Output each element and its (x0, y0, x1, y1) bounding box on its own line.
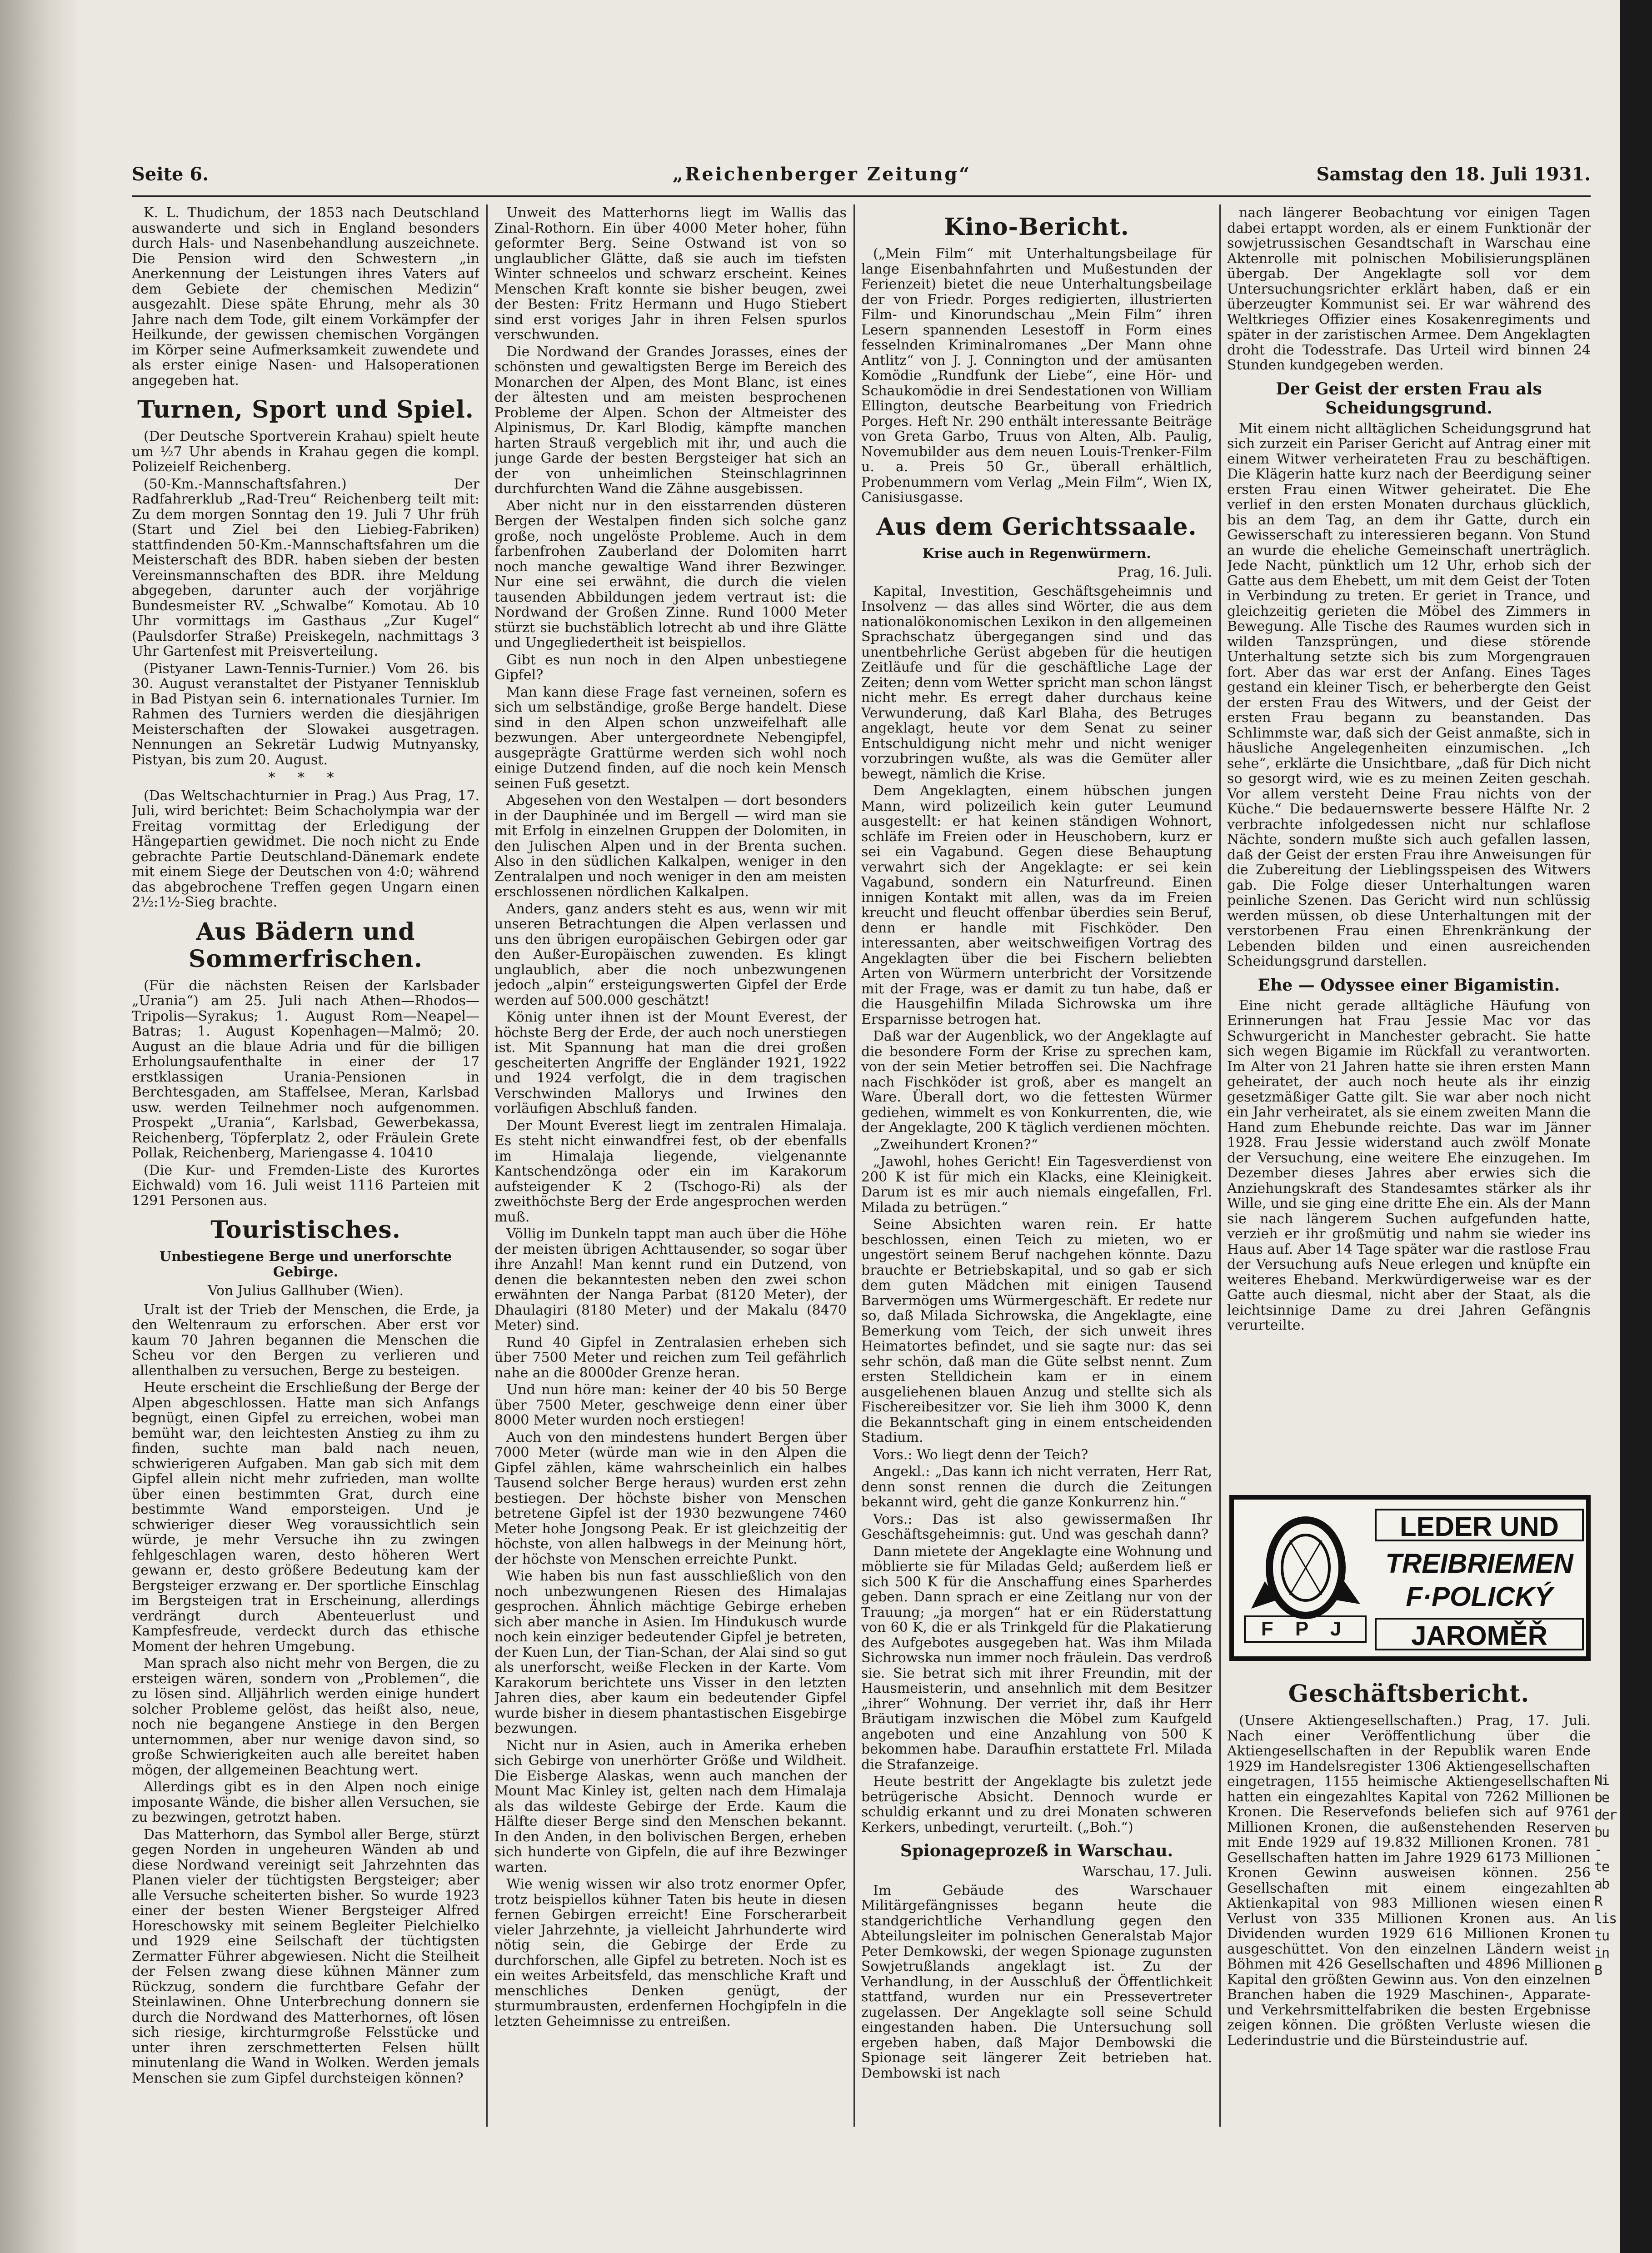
article-paragraph: Das Matterhorn, das Symbol aller Berge, stürzt gegen Norden in ungeheuren Wänden ab und diese Nordwand vereinigt seit Jahrzehnten das Planen vieler der tüchtigsten Bergsteiger; aber alle Versuche scheiterten bisher. So wurde 1923 einer der besten Wiener Bergsteiger Alfred Horeschowsky mit seinem Begleiter Pielchielko und 1929 eine Seilschaft der tüchtigsten Zermatter Führer abgewiesen. Nicht die Steilheit der Felsen zwang diese kühnen Männer zum Rückzug, sondern die furchtbare Gefahr der Steinlawinen. Ohne Unterbrechung donnern sie durch die Nordwand des Matterhornes, oft lösen sich riesige, kirchturmgroße Felsstücke und unter ihren zerschmetterten Felsen hüllt minutenlang die Wand in Wolken. Werden jemals Menschen sie zum Gipfel durchsteigen können? (132, 1826, 479, 2086)
column-1 (132, 205, 479, 2114)
article-paragraph: König unter ihnen ist der Mount Everest, der höchste Berg der Erde, der auch noch unerstiegen ist. Mit Spannung hat man die drei großen gescheiterten Angriffe der Engländer 1921, 1922 und 1924 verfolgt, die in dem tragischen Verschwinden Mallorys und Irwines den vorläufigen Abschluß fanden. (494, 1009, 847, 1117)
ad-line-3: F·POLICKÝ (1406, 1581, 1553, 1612)
article-paragraph: Vors.: Das ist also gewissermaßen Ihr Geschäftsgeheimnis: gut. Und was geschah dann? (861, 1511, 1212, 1542)
column-rule (853, 204, 855, 2127)
article-paragraph: Eine nicht gerade alltägliche Häufung von Erinnerungen hat Frau Jessie Mac vor das Schwurgericht in Manchester gebracht. Sie hatte sich wegen Bigamie im Rückfall zu verantworten. Im Alter von 21 Jahren hatte sie ihren ersten Mann geheiratet, der auch noch heute als ihr einzig gesetzmäßiger Gatte gilt. Sie war aber noch nicht ein Jahr verheiratet, als sie einem zweiten Mann die Hand zum Ehebunde reichte. Das war im Jänner 1928. Frau Jessie widerstand auch zwölf Monate der Versuchung, eine weitere Ehe einzugehen. Im Dezember dieses Jahres aber erwies sich die Anziehungskraft des Standesamtes stärker als ihr Wille, und sie ging eine dritte Ehe ein. Als der Mann sie nach längerem Suchen aufgefunden hatte, verzieh er ihr großmütig und nahm sie wieder ins Haus auf. Aber 14 Tage später war die rastlose Frau der Versuchung aufs Neue erlegen und knüpfte ein weiteres Eheband. Merkwürdigerweise war es der Gatte auch diesmal, nicht aber der Staat, als die leichtsinnige Dame zu drei Jahren Gefängnis verurteilte. (1227, 997, 1591, 1333)
article-paragraph: Auch von den mindestens hundert Bergen über 7000 Meter (würde man wie in den Alpen die Gipfel zählen, käme wahrscheinlich ein halbes Tausend solcher Berge heraus) wurden erst zehn bestiegen. Der höchste bisher von Menschen betretene Gipfel ist der 1930 bezwungene 7460 Meter hohe Jongsong Peak. Er ist gleichzeitig der höchste, von allen halbwegs in der Meinung hört, der höchste von Menschen erreichte Punkt. (494, 1429, 847, 1567)
newspaper-title: „Reichenberger Zeitung“ (673, 164, 972, 185)
advertisement (1229, 1495, 1591, 1661)
article-paragraph: Vors.: Wo liegt denn der Teich? (873, 1446, 1088, 1463)
article-paragraph: Aber nicht nur in den eisstarrenden düsteren Bergen der Westalpen finden sich solche ganz große, noch ungelöste Probleme. Auch in dem farbenfrohen Zauberland der Dolomiten harrt noch manche gewaltige Wand ihrer Bezwinger. Nur eine sei erwähnt, die durch die vielen tausenden Abbildungen jedem vertraut ist: die Nordwand der Großen Zinne. Rund 1000 Meter stürzt sie buchstäblich lotrecht ab und ihre Glätte und Ungegliedertheit ist beispiellos. (494, 498, 847, 651)
article-paragraph: (Das Weltschachturnier in Prag.) Aus Prag, 17. Juli, wird berichtet: Beim Schacholympia war der Freitag vormittag der Erledigung der Hängepartien gewidmet. Die noch nicht zu Ende gebrachte Partie Deutschland-Dänemark endete mit einem Siege der Deutschen von 4:0; während das abgebrochene Treffen gegen Ungarn einen 2½:1½-Sieg brachte. (132, 788, 479, 910)
article-author: Von Julius Gallhuber (Wien). (207, 1283, 404, 1299)
article-paragraph: (Unsere Aktiengesellschaften.) Prag, 17. Juli. Nach einer Veröffentlichung über die Aktiengesellschaften in der Republik waren Ende 1929 im Handelsregister 1306 Aktiengesellschaften eingetragen, 1155 heimische Aktiengesellschaften hatten ein eingezahltes Kapital von 7262 Millionen Kronen. Die Reservefonds beliefen sich auf 9761 Millionen Kronen, die außenstehenden Reserven mit Ende 1929 auf 19.832 Millionen Kronen. 781 Gesellschaften hatten im Jahre 1929 6173 Millionen Kronen Gewinn ausweisen können. 256 Gesellschaften mit einem eingezahlten Aktienkapital von 983 Millionen wiesen einen Verlust von 335 Millionen Kronen aus. An Dividenden wurden 1929 616 Millionen Kronen ausgeschüttet. Von den einzelnen Ländern weist Böhmen mit 426 Gesellschaften und 4896 Millionen Kapital den größten Gewinn aus. Von den einzelnen Branchen haben die 1929 Maschinen-, Apparate- und Verkehrsmittelfabriken die besten Ergebnisse zeigen können. Die größten Verluste wiesen die Lederindustrie und die Bürsteindustrie auf. (1227, 1713, 1591, 2049)
article-paragraph: Der Mount Everest liegt im zentralen Himalaja. Es steht nicht einwandfrei fest, ob der ebenfalls im Himalaja liegende, vielgenannte Kantschendzönga oder ein im Karakorum aufsteigender K 2 (Tschogo-Ri) als der zweithöchste Berg der Erde angesprochen werden muß. (494, 1117, 847, 1225)
dateline: Prag, 16. Juli. (1117, 564, 1212, 580)
section-heading: Geschäftsbericht. (1288, 1680, 1530, 1708)
article-paragraph: (50-Km.-Mannschaftsfahren.) Der Radfahrerklub „Rad-Treu“ Reichenberg teilt mit: Zu dem morgen Sonntag den 19. Juli 7 Uhr früh (Start und Ziel bei den Liebieg-Fabriken) stattfindenden 50-Km.-Mannschaftsfahren um die Meisterschaft des BDR. haben sieben der besten Vereinsmannschaften des BDR. ihre Meldung abgegeben, darunter auch der vorjährige Bundesmeister RV. „Schwalbe“ Komotau. Ab 10 Uhr vormittags im Gasthaus „Zur Kugel“ (Paulsdorfer Straße) Preiskegeln, nachmittags 3 Uhr Gartenfest mit Preisverteilung. (132, 476, 479, 659)
article-paragraph: Im Gebäude des Warschauer Militärgefängnisses begann heute die standgerichtliche Verhandlung gegen den Abteilungsleiter im polnischen Generalstab Major Peter Demkowski, der wegen Spionage zugunsten Sowjetrußlands angeklagt ist. Zu der Verhandlung, in der Ausschluß der Öffentlichkeit stattfand, wurden nur ein Pressevertreter zugelassen. Der Angeklagte soll seine Schuld eingestanden haben. Die Untersuchung soll ergeben haben, daß Major Dembowski die Spionage seit längerer Zeit betrieben hat. Dembowski ist nach (861, 1882, 1212, 2081)
article-paragraph: Gibt es nun noch in den Alpen unbestiegene Gipfel? (494, 652, 847, 683)
article-subheading: Krise auch in Regenwürmern. (922, 545, 1151, 562)
separator: * * * (268, 770, 343, 786)
article-paragraph: Mit einem nicht alltäglichen Scheidungsgrund hat sich zurzeit ein Pariser Gericht auf Antrag einer mit einem Witwer verheirateten Frau zu beschäftigen. Die Klägerin hatte kurz nach der Beerdigung seiner ersten Frau einen Witwer geheiratet. Die Ehe verlief in den ersten Monaten durchaus glücklich, bis an dem Tag, an dem ihr Gatte, durch ein Gewisserschaft zu interessieren begann. Von Stund an wurde die eheliche Gemeinschaft unerträglich. Jede Nacht, pünktlich um 12 Uhr, erhob sich der Gatte aus dem Ehebett, um mit dem Geist der Toten in Verbindung zu treten. Er geriet in Trance, und gleichzeitig gerieten die Möbel des Zimmers in Bewegung. Alle Tische des Raumes wurden sich in wilden Tanzsprüngen, und diese störende Unterhaltung setzte sich bis zum Morgengrauen fort. Aber das war erst der Anfang. Eines Tages gestand ein kleiner Tisch, er beherbergte den Geist der ersten Frau des Witwers, und der Geist der ersten Frau begann zu beanstanden. Das Schlimmste war, daß sich der Geist anmaßte, sich in häusliche Angelegenheiten einzumischen. „Ich sehe“, erklärte die Unsichtbare, „daß für Dich nicht so gesorgt wird, wie es zu meinen Zeiten geschah. Vor allem versteht Deine Frau nichts von der Küche.“ Die bedauernswerte bessere Hälfte Nr. 2 verbrachte infolgedessen nicht nur schlaflose Nächte, sondern mußte sich auch gefallen lassen, daß der Geist der ersten Frau ihre Anweisungen für die Zubereitung der Lieblingsspeisen des Witwers gab. Die Folge dieser Unterhaltungen waren peinliche Szenen. Das Gericht wird nun schlüssig werden müssen, ob diese Unterhaltungen mit der verstorbenen Frau einen Ehrenkränkung der Lebenden bilden und einen ausreichenden Scheidungsgrund darstellen. (1227, 420, 1591, 969)
article-paragraph: „Jawohl, hohes Gericht! Ein Tagesverdienst von 200 K ist für mich ein Klacks, eine Kleinigkeit. Darum ist es mir auch niemals eingefallen, Frl. Milada zu betrügen.“ (861, 1154, 1212, 1216)
article-paragraph: Seine Absichten waren rein. Er hatte beschlossen, einen Teich zu mieten, wo er ungestört seinem Beruf nachgehen könnte. Dazu brauchte er Betriebskapital, und so gab er sich dem guten Mädchen mit einigen Tausend Barvermögen ums Würmergeschäft. Er redete nur so, daß Milada Sichrowska, die Angeklagte, eine Bemerkung vom Teich, der sich unweit ihres Heimatortes befindet, und sie sagte nur: das sei sehr schön, daß man die Güte selbst nennt. Zum ersten Stelldichein kam er in einem ausgeliehenen blauen Anzug und stellte sich als Fischereibesitzer vor. Sie lieh ihm 3000 K, denn die Bekanntschaft ging in einem entscheidenden Stadium. (861, 1216, 1212, 1446)
article-paragraph: Völlig im Dunkeln tappt man auch über die Höhe der meisten übrigen Achttausender, so sogar über ihre Anzahl! Man kennt rund ein Dutzend, von denen die bekanntesten neben den zwei schon erwähnten der Nanga Parbat (8120 Meter), der Dhaulagiri (8180 Meter) und der Makalu (8470 Meter) sind. (494, 1226, 847, 1333)
section-heading: Aus dem Gerichtssaale. (876, 513, 1197, 541)
article-paragraph: Heute erscheint die Erschließung der Berge der Alpen abgeschlossen. Hatte man sich Anfangs begnügt, einen Gipfel zu erreichen, wobei man bemüht war, den leichtesten Anstieg zu ihm zu finden, suchte man bald nach neuen, schwierigeren Aufgaben. Man gab sich mit dem Gipfel allein nicht mehr zufrieden, man wollte über einen bestimmten Grat, durch eine bestimmte Wand emporsteigen. Und je schwieriger dieser Weg voraussichtlich sein würde, je mehr Versuche ihn zu zwingen fehlgeschlagen waren, desto höheren Wert gewann er, desto größere Bedeutung kam der Bergsteiger erzwang er. Der sportliche Einschlag im Bergsteigen trat in Erscheinung, allerdings verdrängt durch Abenteuerlust und Kampfesfreude, verdeckt durch das ethische Moment der hehren Umgebung. (132, 1380, 479, 1655)
ad-line-1: LEDER UND (1375, 1509, 1584, 1541)
scan-edge (1620, 0, 1652, 2253)
section-heading: Spionageprozeß in Warschau. (900, 1841, 1173, 1860)
column-rule (1219, 204, 1221, 2127)
article-paragraph: Dem Angeklagten, einem hübschen jungen Mann, wird polizeilich kein guter Leumund ausgestellt: er hat keinen ständigen Wohnort, schläfe im Freien oder in Heuschobern, kurz er sei ein Vagabund. Gegen diese Behauptung verwahrt sich der Angeklagte: er sei kein Vagabund, sondern ein Naturfreund. Einen innigen Kontakt mit allen, was da im Freien kreucht und fleucht offenbar überdies sein Beruf, denn er handle mit Fischköder. Den interessanten, aber weitschweifigen Vortrag des Angeklagten über die bei Fischern beliebten Arten von Würmern unterbricht der Vorsitzende mit der Frage, was er damit zu tun habe, daß er die Hausgehilfin Milada Sichrowska um ihre Ersparnisse betrogen hat. (861, 783, 1212, 1027)
issue-date: Samstag den 18. Juli 1931. (1316, 164, 1591, 185)
article-subheading: Unbestiegene Berge und unerforschte Gebirge. (159, 1249, 452, 1280)
article-paragraph: Allerdings gibt es in den Alpen noch einige imposante Wände, die bisher allen Versuchen, sie zu bezwingen, getrotzt haben. (132, 1779, 479, 1825)
article-paragraph: Die Nordwand der Grandes Jorasses, eines der schönsten und gewaltigsten Berge im Bereich des Monarchen der Alpen, des Mont Blanc, ist eines der ältesten und am meisten besprochenen Probleme der Alpen. Schon der Altmeister des Alpinismus, Dr. Karl Blodig, kämpfte manchen harten Strauß vergeblich mit ihr, und auch die junge Garde der besten Bergsteiger hat sich an der von unheimlichen Steinschlagrinnen durchfurchten Wand die Zähne ausgebissen. (494, 344, 847, 497)
article-paragraph: (Die Kur- und Fremden-Liste des Kurortes Eichwald) vom 16. Juli weist 1116 Parteien mit 1291 Personen aus. (132, 1162, 479, 1209)
article-paragraph: Nicht nur in Asien, auch in Amerika erheben sich Gebirge von unerhörter Größe und Wildheit. Die Eisberge Alaskas, wenn auch manchen der Mount Mac Kinley ist, gelten nach dem Himalaja als das wildeste Gebirge der Erde. Kaum die Hälfte dieser Berge sind den Menschen bekannt. In den Anden, in den bolivischen Bergen, erheben sich hunderte von Gipfeln, die auf ihre Bezwinger warten. (494, 1737, 847, 1875)
scan-binding-shadow (0, 0, 82, 2253)
article-paragraph: Kapital, Investition, Geschäftsgeheimnis und Insolvenz — das alles sind Wörter, die aus dem nationalökonomischen Lexikon in den allgemeinen Sprachschatz übergegangen sind und das unentbehrliche Gerüst abgeben für die heutigen Zeitläufe und für die geschäftliche Lage der Zeiten; denn vom Wetter spricht man schon längst nicht mehr. Es erregt daher durchaus keine Verwunderung, daß Karl Blaha, des Betruges angeklagt, heute vor dem Senat zu seiner Entschuldigung nicht mehr und nicht weniger vorzubringen wußte, als was die Gemüter aller bewegt, nämlich die Krise. (861, 583, 1212, 782)
article-paragraph: (Pistyaner Lawn-Tennis-Turnier.) Vom 26. bis 30. August veranstaltet der Pistyaner Tennisklub in Bad Pistyan sein 6. internationales Turnier. Im Rahmen des Turniers werden die diesjährigen Meisterschaften der Slowakei ausgetragen. Nennungen an Sekretär Ludwig Mutnyansky, Pistyan, bis zum 20. August. (132, 660, 479, 768)
ad-line-4: JAROMĚŘ (1375, 1618, 1584, 1650)
column-4-top (1227, 205, 1591, 1491)
article-paragraph: Heute bestritt der Angeklagte bis zuletzt jede betrügerische Absicht. Dennoch wurde er schuldig erkannt und zu drei Monaten schweren Kerkers, unbedingt, verurteilt. („Boh.“) (861, 1774, 1212, 1835)
article-paragraph: Uralt ist der Trieb der Menschen, die Erde, ja den Weltenraum zu erforschen. Aber erst vor kaum 70 Jahren begannen die Menschen die Scheu vor den Bergen zu verlieren und allenthalben zu versuchen, Berge zu besteigen. (132, 1301, 479, 1379)
article-paragraph: Abgesehen von den Westalpen — dort besonders in der Dauphinée und im Bergell — wird man sie mit Erfolg in einzelnen Gruppen der Dolomiten, in den Julischen Alpen und in der Brenta suchen. Also in den südlichen Kalkalpen, weniger in den Zentralalpen und noch weniger in den am meisten erschlossenen nördlichen Kalkalpen. (494, 793, 847, 900)
article-paragraph: „Zweihundert Kronen?“ (873, 1136, 1038, 1153)
column-4-bottom (1227, 1672, 1591, 2127)
column-rule (486, 204, 488, 2127)
header-rule (132, 195, 1591, 197)
article-paragraph: Wie wenig wissen wir also trotz enormer Opfer, trotz beispiellos kühner Taten bis heute in diesen fernen Gebirgen erreicht! Eine Forscherarbeit vieler Jahrzehnte, ja vielleicht Jahrhunderte wird nötig sein, die Gebirge der Erde zu durchforschen, alle Gipfel zu betreten. Noch ist es ein weites Arbeitsfeld, das menschliche Kraft und menschliches Denken genügt, der sturmumbrausten, erdenfernen Hochgipfeln in die letzten Geheimnisse zu entreißen. (494, 1876, 847, 2029)
dateline: Warschau, 17. Juli. (1082, 1864, 1212, 1879)
column-2 (494, 205, 847, 2114)
section-heading: Ehe — Odyssee einer Bigamistin. (1258, 975, 1560, 995)
page-number: Seite 6. (132, 164, 209, 185)
article-paragraph: Rund 40 Gipfel in Zentralasien erheben sich über 7500 Meter und reichen zum Teil gefährlich nahe an die 8000der Grenze heran. (494, 1334, 847, 1381)
ad-monogram: F P J (1244, 1615, 1367, 1643)
article-paragraph: Anders, ganz anders steht es aus, wenn wir mit unseren Betrachtungen die Alpen verlassen und uns den übrigen europäischen Gebirgen oder gar den Außer-Europäischen zuwenden. Es klingt unglaublich, aber die noch unbezwungenen jedoch „alpin“ ersteigungswerten Gipfel der Erde werden auf 500.000 geschätzt! (494, 901, 847, 1008)
section-heading: Aus Bädern und Sommerfrischen. (188, 917, 423, 973)
column-3 (861, 205, 1212, 2114)
article-paragraph: Unweit des Matterhorns liegt im Wallis das Zinal-Rothorn. Ein über 4000 Meter hoher, fühn geformter Berg. Seine Ostwand ist von so unglaublicher Glätte, daß sie auch im tiefsten Winter schneelos und schwarz erscheint. Keines Menschen Kraft konnte sie bisher beugen, zwei der Besten: Fritz Hermann und Hugo Stiebert sind erst voriges Jahr in ihren Felsen spurlos verschwunden. (494, 205, 847, 343)
article-paragraph: Und nun höre man: keiner der 40 bis 50 Berge über 7500 Meter, geschweige denn einer über 8000 Meter wurden noch erstiegen! (494, 1382, 847, 1428)
adjacent-page-fragment: Ni be der bu - te ab R lis tu in B (1594, 1773, 1617, 1979)
section-heading: Der Geist der ersten Frau als Scheidungsgrund. (1276, 379, 1542, 418)
running-header (132, 164, 1591, 191)
article-paragraph: Dann mietete der Angeklagte eine Wohnung und möblierte sie für Miladas Geld; außerdem ließ er sich 500 K für die Anschaffung eines Sparherdes geben. Dann sprach er eine Zeitlang nur von der Trauung; „ja morgen“ hat er ein Rüderstattung von 60 K, die er als Trinkgeld für die Plakatierung des Aufgebotes ausgegeben hat. Was ihm Milada Sichrowska nun immer noch fräulein. Das verdroß sie. Sie betrat sich mit ihrer Freundin, mit der Hausmeisterin, und ansehnlich mit dem Besitzer „ihrer“ Wohnung. Der verriet ihr, daß ihr Herr Bräutigam inzwischen die Möbel zum Kaufgeld angeboten und eine Anzahlung von 500 K bekommen habe. Daraufhin erstattete Frl. Milada die Strafanzeige. (861, 1543, 1212, 1773)
article-paragraph: Wie haben bis nun fast ausschließlich von den noch unbezwungenen Riesen des Himalajas gesprochen. Ähnlich mächtige Gebirge erheben sich aber manche in Asien. Im Hindukusch wurde noch kein einziger bedeutender Gipfel je betreten, der Kuen Lun, der Tian-Schan, der Alai sind so gut als unerforscht, weiße Flecken in der Karte. Vom Karakorum berichtete uns Visser in den letzten Jahren dies, aber kaum ein bedeutender Gipfel wurde bisher in diesem phantastischen Eisgebirge bezwungen. (494, 1568, 847, 1736)
article-paragraph: (Der Deutsche Sportverein Krahau) spielt heute um ½7 Uhr abends in Krahau gegen die kompl. Polizeielf Reichenberg. (132, 429, 479, 475)
article-paragraph: Man kann diese Frage fast verneinen, sofern es sich um selbständige, große Berge handelt. Diese sind in den Alpen schon unzweifelhaft alle bezwungen. Aber untergeordnete Nebengipfel, ausgeprägte Grattürme werden sich wohl noch einige Dutzend finden, auf die noch kein Mensch seinen Fuß gesetzt. (494, 684, 847, 792)
article-paragraph: nach längerer Beobachtung vor einigen Tagen dabei ertappt worden, als er einem Funktionär der sowjetrussischen Gesandtschaft in Warschau eine Aktenrolle mit polnischen Mobilisierungsplänen übergab. Der Angeklagte soll vor dem Untersuchungsrichter erklärt haben, daß er ein überzeugter Kommunist sei. Er war während des Weltkrieges Offizier eines Kosakenregiments und später in der zaristischen Armee. Dem Angeklagten droht die Todesstrafe. Das Urteil wird binnen 24 Stunden kundgegeben werden. (1227, 205, 1591, 373)
article-paragraph: („Mein Film“ mit Unterhaltungsbeilage für lange Eisenbahnfahrten und Mußestunden der Ferienzeit) bietet die neue Unterhaltungsbeilage der von Friedr. Porges redigierten, illustrierten Film- und Kinorundschau „Mein Film“ ihren Lesern spannenden Lesestoff in Form eines fesselnden Kriminalromanes „Der Mann ohne Antlitz“ von J. J. Connington und der amüsanten Komödie „Rundfunk der Liebe“, eine Hör- und Schaukomödie in drei Sendestationen von William Ellington, deutsche Bearbeitung von Friedrich Porges. Heft Nr. 290 enthält interessante Beiträge von Greta Garbo, Truus von Alten, Alb. Paulig, Novemubilder aus dem neuen Louis-Trenker-Film u. a. Preis 50 Gr., überall erhältlich, Probenummern vom Verlag „Mein Film“, Wien IX, Canisiusgasse. (861, 246, 1212, 505)
section-heading: Kino-Bericht. (944, 213, 1129, 241)
article-paragraph: K. L. Thudichum, der 1853 nach Deutschland auswanderte und sich in England besonders durch Hals- und Nasenbehandlung auszeichnete. Die Pension wird den Schwestern „in Anerkennung der Leistungen ihres Vaters auf dem Gebiete der chemischen Medizin“ ausgezahlt. Diese späte Ehrung, mehr als 30 Jahre nach dem Tode, gilt einem Vorkämpfer der Heilkunde, der gewissen chemischen Vorgängen im Körper seine Aufmerksamkeit zuwendete und als erster einige Nasen- und Halsoperationen angegeben hat. (132, 205, 479, 389)
article-paragraph: (Für die nächsten Reisen der Karlsbader „Urania“) am 25. Juli nach Athen—Rhodos—Tripolis—Syrakus; 1. August Rom—Neapel—Batras; 1. August Kopenhagen—Malmö; 20. August an die blaue Adria und für die billigen Erholungsaufenthalte in einer der 17 erstklassigen Urania-Pensionen in Berchtesgaden, am Staffelsee, Meran, Karlsbad usw. werden Teilnehmer noch aufgenommen. Prospekt „Urania“, Karlsbad, Gewerbekassa, Reichenberg, Töpferplatz 2, oder Fräulein Grete Pollak, Reichenberg, Mariengasse 4. 10410 (132, 977, 479, 1161)
article-paragraph: Angekl.: „Das kann ich nicht verraten, Herr Rat, denn sonst rennen die durch die Zeitungen bekannt wird, geht die ganze Konkurrenz hin.“ (861, 1464, 1212, 1510)
article-paragraph: Man sprach also nicht mehr von Bergen, die zu ersteigen wären, sondern von „Problemen“, die zu lösen sind. Alljährlich werden einige hundert solcher Probleme gelöst, das heißt also, neue, noch nie begangene Anstiege in den Bergen unternommen, aber nur wenige davon sind, so große Schwierigkeiten auch alle bereitet haben mögen, der allgemeinen Beachtung wert. (132, 1655, 479, 1778)
ad-line-2: TREIBRIEMEN (1385, 1548, 1573, 1579)
section-heading: Turnen, Sport und Spiel. (137, 396, 474, 424)
article-paragraph: Daß war der Augenblick, wo der Angeklagte auf die besondere Form der Krise zu sprechen kam, von der sein Metier betroffen sei. Die Nachfrage nach Fischköder ist groß, aber es mangelt an Ware. Überall dort, wo die fettesten Würmer gediehen, wimmelt es von Konkurrenten, die, wie der Angeklagte, 200 K täglich verdienen möchten. (861, 1028, 1212, 1136)
section-heading: Touristisches. (210, 1216, 401, 1244)
